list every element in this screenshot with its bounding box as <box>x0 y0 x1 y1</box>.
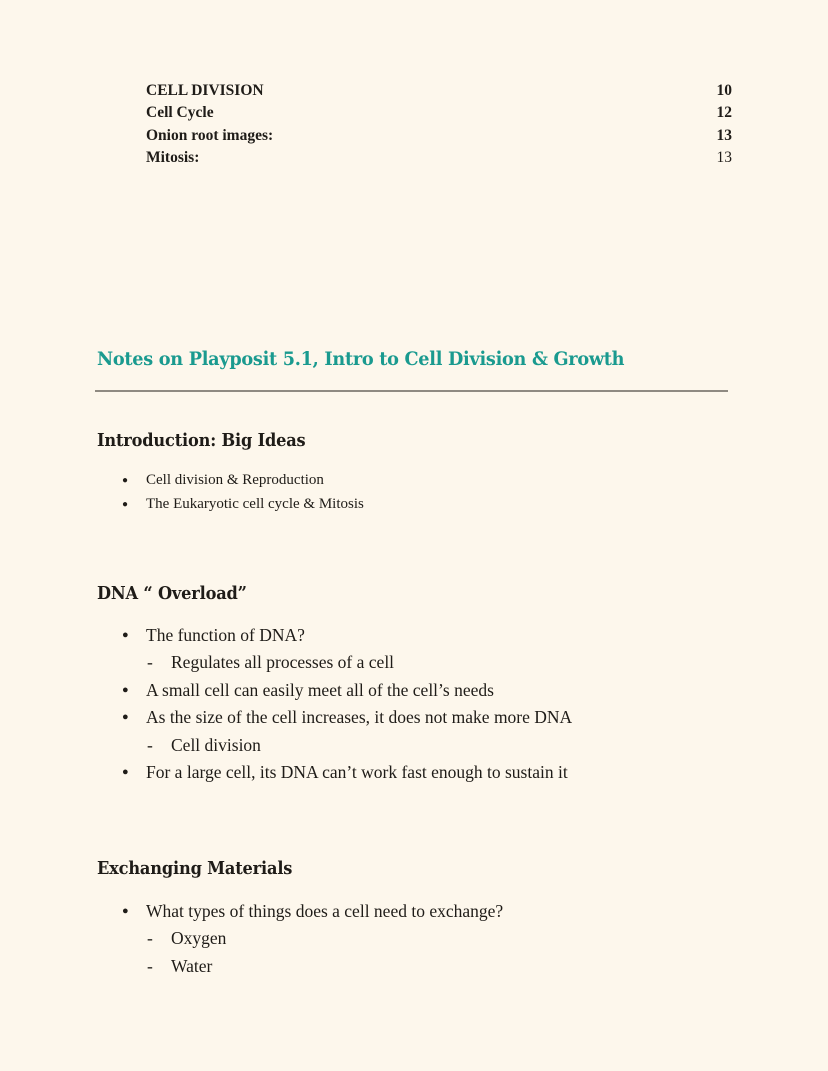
bullet-icon: ● <box>122 711 129 724</box>
list-item <box>122 759 572 786</box>
toc-entry[interactable] <box>146 81 732 103</box>
bullet-list <box>122 898 503 980</box>
bullet-list <box>122 622 572 786</box>
list-item <box>122 677 572 704</box>
bullet-icon: ● <box>122 498 129 510</box>
list-item-text: A small cell can easily meet all of the cell’s needs <box>146 679 494 700</box>
section-heading: Introduction: Big Ideas <box>97 430 306 451</box>
toc-entry[interactable] <box>146 126 732 148</box>
toc-entry-title: CELL DIVISION <box>146 82 264 99</box>
list-item <box>122 469 364 493</box>
toc-entry-page: 10 <box>716 82 732 99</box>
list-item-text: As the size of the cell increases, it does not make more DNA <box>146 707 573 728</box>
list-item-text: What types of things does a cell need to exchange? <box>146 901 504 921</box>
bullet-icon: ● <box>122 905 129 917</box>
bullet-list <box>122 469 364 516</box>
toc-entry-page: 13 <box>716 126 732 144</box>
toc-entry-title: Mitosis: <box>146 148 200 166</box>
sub-list-item <box>98 732 572 759</box>
section-heading: Exchanging Materials <box>97 858 293 879</box>
bullet-icon: ● <box>122 683 129 696</box>
sub-list-item-text: Water <box>171 955 213 976</box>
dash-icon: - <box>147 652 153 673</box>
dash-icon: - <box>147 955 153 976</box>
horizontal-rule <box>95 390 728 392</box>
toc-entry-page: 13 <box>716 148 732 166</box>
list-item-text: For a large cell, its DNA can’t work fast enough to sustain it <box>146 762 568 783</box>
sub-list-item-text: Cell division <box>171 734 261 755</box>
toc-entry[interactable] <box>146 148 732 170</box>
sub-list-item <box>98 649 572 676</box>
list-item-text: Cell division & Reproduction <box>146 472 324 488</box>
list-item <box>122 493 364 517</box>
bullet-icon: ● <box>122 629 129 641</box>
dash-icon: - <box>147 928 153 949</box>
bullet-icon: ● <box>122 766 129 779</box>
sub-list-item <box>98 953 503 980</box>
sub-list-item-text: Regulates all processes of a cell <box>171 652 395 673</box>
list-item <box>122 898 503 925</box>
bullet-icon: ● <box>122 475 129 486</box>
list-item <box>122 704 572 731</box>
table-of-contents <box>146 81 732 170</box>
list-item <box>122 622 572 649</box>
toc-entry[interactable] <box>146 103 732 125</box>
sub-list-item <box>98 925 503 952</box>
sub-list-item-text: Oxygen <box>171 928 227 949</box>
dash-icon: - <box>147 734 153 755</box>
list-item-text: The Eukaryotic cell cycle & Mitosis <box>146 495 364 512</box>
section-heading: DNA “ Overload” <box>97 583 247 604</box>
toc-entry-title: Onion root images: <box>146 126 274 144</box>
document-title: Notes on Playposit 5.1, Intro to Cell Division & Growth <box>97 348 625 370</box>
toc-entry-title: Cell Cycle <box>146 104 214 122</box>
toc-entry-page: 12 <box>716 104 732 122</box>
list-item-text: The function of DNA? <box>146 625 305 645</box>
